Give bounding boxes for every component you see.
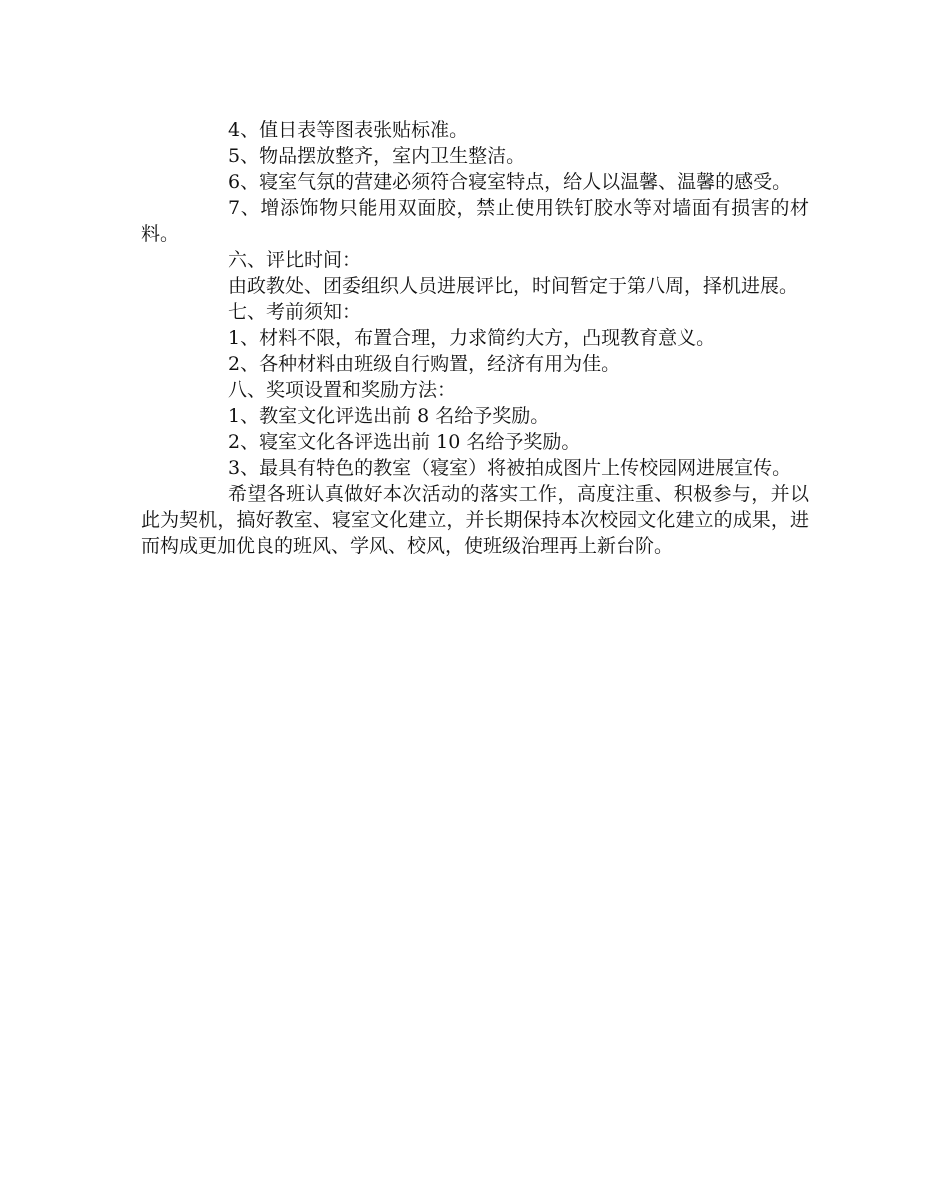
notice-item-2: 2、各种材料由班级自行购置，经济有用为佳。	[228, 353, 621, 375]
section-6-body: 由政教处、团委组织人员进展评比，时间暂定于第八周，择机进展。	[228, 275, 799, 297]
rule-item-6: 6、寝室气氛的营建必须符合寝室特点，给人以温馨、温馨的感受。	[228, 171, 792, 193]
section-heading-7: 七、考前须知：	[228, 301, 362, 323]
rule-item-4: 4、值日表等图表张贴标准。	[228, 119, 469, 141]
award-item-2: 2、寝室文化各评选出前 10 名给予奖励。	[228, 431, 581, 453]
section-heading-6: 六、评比时间：	[228, 249, 362, 271]
rule-item-7: 7、增添饰物只能用双面胶，禁止使用铁钉胶水等对墙面有损害的材料。	[141, 197, 809, 245]
document-body	[141, 117, 809, 559]
rule-item-5: 5、物品摆放整齐，室内卫生整洁。	[228, 145, 526, 167]
closing-paragraph: 希望各班认真做好本次活动的落实工作，高度注重、积极参与，并以此为契机，搞好教室、寝室文化建立，并长期保持本次校园文化建立的成果，进而构成更加优良的班风、学风、校风，使班级治理再上新台阶。	[141, 483, 809, 557]
section-heading-8: 八、奖项设置和奖励方法：	[228, 379, 457, 401]
award-item-3: 3、最具有特色的教室（寝室）将被拍成图片上传校园网进展宣传。	[228, 457, 792, 479]
notice-item-1: 1、材料不限，布置合理，力求简约大方，凸现教育意义。	[228, 327, 716, 349]
award-item-1: 1、教室文化评选出前 8 名给予奖励。	[228, 405, 550, 427]
